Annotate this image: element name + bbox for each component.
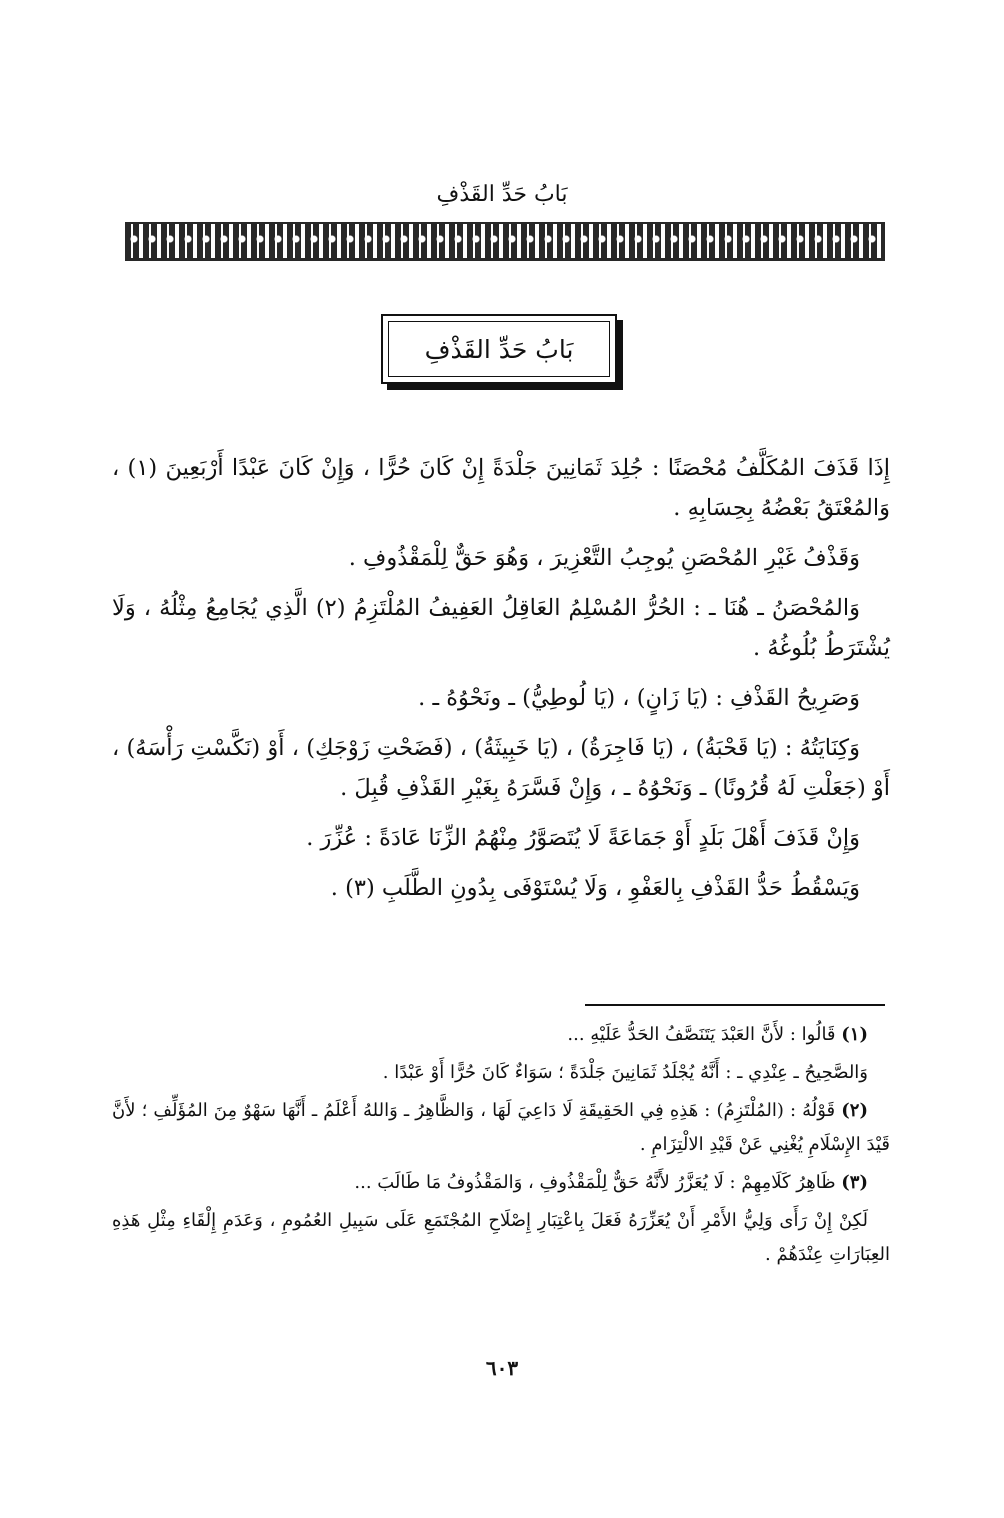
footnote — [112, 1166, 890, 1200]
footnotes — [112, 1018, 890, 1276]
footnote — [112, 1204, 890, 1272]
footnote-number: (٣) — [841, 1172, 868, 1193]
paragraph: وَإِنْ قَذَفَ أَهْلَ بَلَدٍ أَوْ جَمَاعَةً لَا يُتَصَوَّرُ مِنْهُمُ الزِّنَا عَادَةً : عُزِّرَ . — [306, 825, 860, 851]
footnote-text: قَالُوا : لأَنَّ العَبْدَ يَتَنَصَّفُ الحَدُّ عَلَيْهِ ... — [567, 1024, 836, 1045]
running-title: بَابُ حَدِّ القَذْفِ — [436, 182, 568, 207]
chapter-title: بَابُ حَدِّ القَذْفِ — [388, 321, 610, 377]
paragraph: وَيَسْقُطُ حَدُّ القَذْفِ بِالعَفْوِ ، وَلَا يُسْتَوْفَى بِدُونِ الطَّلَبِ (٣) . — [330, 875, 860, 901]
main-text — [112, 448, 890, 918]
footnote — [112, 1094, 890, 1162]
footnote — [112, 1018, 890, 1052]
page-number: ٦٠٣ — [485, 1356, 519, 1380]
footnote-text: لَكِنْ إِنْ رَأَى وَلِيُّ الأَمْرِ أَنْ يُعَزِّرَهُ فَعَلَ بِاعْتِبَارِ إِصْلَاحِ المُجْتَمَعِ عَلَى سَبِيلِ العُمُومِ ، وَعَدَمِ إِلْقَاءِ مِثْلِ هَذِهِ العِبَارَاتِ عِنْدَهُمْ . — [112, 1210, 890, 1265]
footnote-number: (٢) — [841, 1100, 868, 1121]
paragraph: وَكِنَايَتُهُ : (يَا قَحْبَةُ) ، (يَا فَاجِرَةُ) ، (يَا خَبِيثَةُ) ، (فَضَحْتِ زَوْجَكِ) ، أَوْ (نَكَّسْتِ رَأْسَهُ) ، أَوْ (جَعَلْتِ لَهُ قُرُونًا) ـ وَنَحْوُهُ ـ ، وَإِنْ فَسَّرَهُ بِغَيْرِ القَذْفِ قُبِلَ . — [112, 735, 890, 801]
footnote-text: وَالصَّحِيحُ ـ عِنْدِي ـ : أَنَّهُ يُجْلَدُ ثَمَانِينَ جَلْدَةً ؛ سَوَاءٌ كَانَ حُرًّا أَوْ عَبْدًا . — [382, 1062, 868, 1083]
paragraph: إِذَا قَذَفَ المُكَلَّفُ مُحْصَنًا : جُلِدَ ثَمَانِينَ جَلْدَةً إِنْ كَانَ حُرًّا ، وَإِنْ كَانَ عَبْدًا أَرْبَعِينَ (١) ، وَالمُعْتَقُ بَعْضُهُ بِحِسَابِهِ . — [112, 455, 890, 521]
footnote — [112, 1056, 890, 1090]
chapter-title-box — [381, 314, 617, 384]
footnote-text: ظَاهِرُ كَلَامِهِمْ : لَا يُعَزَّرُ لأَنَّهُ حَقٌّ لِلْمَقْذُوفِ ، وَالمَقْذُوفُ مَا طَالَبَ ... — [354, 1172, 836, 1193]
footnote-divider — [585, 1004, 885, 1006]
footnote-text: قَوْلُهُ : (المُلْتَزِمُ) : هَذِهِ فِي الحَقِيقَةِ لَا دَاعِيَ لَهَا ، وَالظَّاهِرُ ـ وَاللهُ أَعْلَمُ ـ أَنَّهَا سَهْوٌ مِنَ المُؤَلِّفِ ؛ لأَنَّ قَيْدَ الإِسْلَامِ يُغْنِي عَنْ قَيْدِ الالْتِزَامِ . — [112, 1100, 890, 1155]
paragraph: وَقَذْفُ غَيْرِ المُحْصَنِ يُوجِبُ التَّعْزِيرَ ، وَهُوَ حَقٌّ لِلْمَقْذُوفِ . — [348, 545, 860, 571]
paragraph: وَالمُحْصَنُ ـ هُنَا ـ : الحُرُّ المُسْلِمُ العَاقِلُ العَفِيفُ المُلْتَزِمُ (٢) الَّذِي يُجَامِعُ مِثْلُهُ ، وَلَا يُشْتَرَطُ بُلُوغُهُ . — [112, 595, 890, 661]
decorative-ornament-band — [125, 222, 885, 261]
paragraph: وَصَرِيحُ القَذْفِ : (يَا زَانٍ) ، (يَا لُوطِيُّ) ـ ونَحْوُهُ ـ . — [418, 685, 860, 711]
footnote-number: (١) — [841, 1024, 868, 1045]
